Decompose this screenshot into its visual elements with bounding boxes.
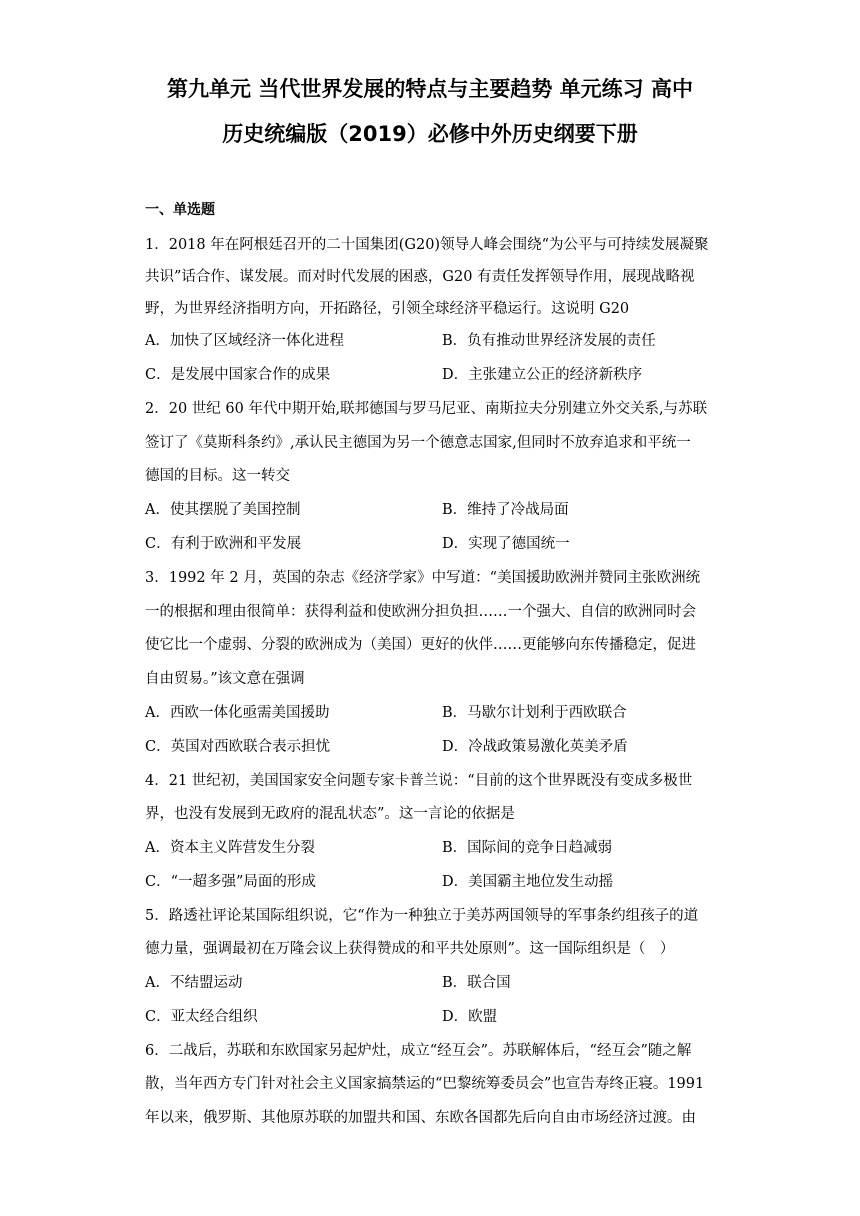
question-3-option-b: B．马歇尔计划利于西欧联合: [442, 705, 627, 721]
question-2-option-c: C．有利于欧洲和平发展: [145, 536, 302, 552]
question-1-line-3: 野，为世界经济指明方向，开拓路径，引领全球经济平稳运行。这说明 G20: [145, 301, 630, 317]
question-2-line-3: 德国的目标。这一转交: [145, 468, 290, 484]
question-4-option-d: D．美国霸主地位发生动摇: [442, 874, 614, 890]
question-5-line-2: 德力量，强调最初在万隆会议上获得赞成的和平共处原则”。这一国际组织是（ ）: [145, 941, 675, 957]
question-1-option-c: C．是发展中国家合作的成果: [145, 367, 331, 383]
question-5-option-a: A．不结盟运动: [145, 975, 243, 991]
question-5-option-c: C．亚太经合组织: [145, 1009, 258, 1025]
question-2-option-a: A．使其摆脱了美国控制: [145, 502, 301, 518]
question-1-option-d: D．主张建立公正的经济新秩序: [442, 367, 643, 383]
question-3-option-c: C．英国对西欧联合表示担忧: [145, 739, 331, 755]
question-2-line-2: 签订了《莫斯科条约》,承认民主德国为另一个德意志国家,但同时不放弃追求和平统一: [145, 435, 691, 451]
question-5-line-1: 5．路透社评论某国际组织说，它“作为一种独立于美苏两国领导的军事条约组孩子的道: [145, 908, 699, 924]
question-2-line-1: 2．20 世纪 60 年代中期开始,联邦德国与罗马尼亚、南斯拉夫分别建立外交关系,与苏联: [145, 401, 708, 417]
question-1-line-1: 1．2018 年在阿根廷召开的二十国集团(G20)领导人峰会围绕“为公平与可持续发展凝聚: [145, 237, 709, 253]
question-6-line-3: 年以来，俄罗斯、其他原苏联的加盟共和国、东欧各国都先后向自由市场经济过渡。由: [145, 1110, 696, 1126]
question-1-option-b: B．负有推动世界经济发展的责任: [442, 333, 656, 349]
question-3-option-d: D．冷战政策易激化英美矛盾: [442, 739, 628, 755]
question-6-line-1: 6．二战后，苏联和东欧国家另起炉灶，成立“经互会”。苏联解体后，“经互会”随之解: [145, 1043, 692, 1059]
document-title-line-1: 第九单元 当代世界发展的特点与主要趋势 单元练习 高中: [167, 77, 693, 101]
question-4-line-1: 4．21 世纪初，美国国家安全问题专家卡普兰说：“目前的这个世界既没有变成多极世: [145, 773, 693, 789]
section-heading: 一、单选题: [145, 202, 215, 218]
question-3-line-2: 一的根据和理由很简单：获得利益和使欧洲分担负担……一个强大、自信的欧洲同时会: [145, 604, 696, 620]
question-4-option-a: A．资本主义阵营发生分裂: [145, 840, 315, 856]
question-3-line-4: 自由贸易。”该文意在强调: [145, 671, 305, 687]
question-3-line-1: 3．1992 年 2 月，英国的杂志《经济学家》中写道：“美国援助欧洲并赞同主张欧洲统: [145, 570, 701, 586]
question-4-option-b: B．国际间的竞争日趋减弱: [442, 840, 613, 856]
question-3-option-a: A．西欧一体化亟需美国援助: [145, 705, 330, 721]
question-4-option-c: C．“一超多强”局面的形成: [145, 874, 316, 890]
question-1-option-a: A．加快了区域经济一体化进程: [145, 333, 344, 349]
question-1-line-2: 共识”话合作、谋发展。而对时代发展的困惑，G20 有责任发挥领导作用，展现战略视: [145, 269, 695, 285]
question-5-option-d: D．欧盟: [442, 1009, 498, 1025]
question-2-option-b: B．维持了冷战局面: [442, 502, 569, 518]
question-3-line-3: 使它比一个虚弱、分裂的欧洲成为（美国）更好的伙伴……更能够向东传播稳定，促进: [145, 637, 696, 653]
question-6-line-2: 散，当年西方专门针对社会主义国家搞禁运的“巴黎统筹委员会”也宣告寿终正寝。1991: [145, 1076, 705, 1092]
question-5-option-b: B．联合国: [442, 975, 511, 991]
question-4-line-2: 界，也没有发展到无政府的混乱状态”。这一言论的依据是: [145, 806, 515, 822]
document-title-line-2: 历史统编版（2019）必修中外历史纲要下册: [222, 122, 638, 146]
question-2-option-d: D．实现了德国统一: [442, 536, 570, 552]
